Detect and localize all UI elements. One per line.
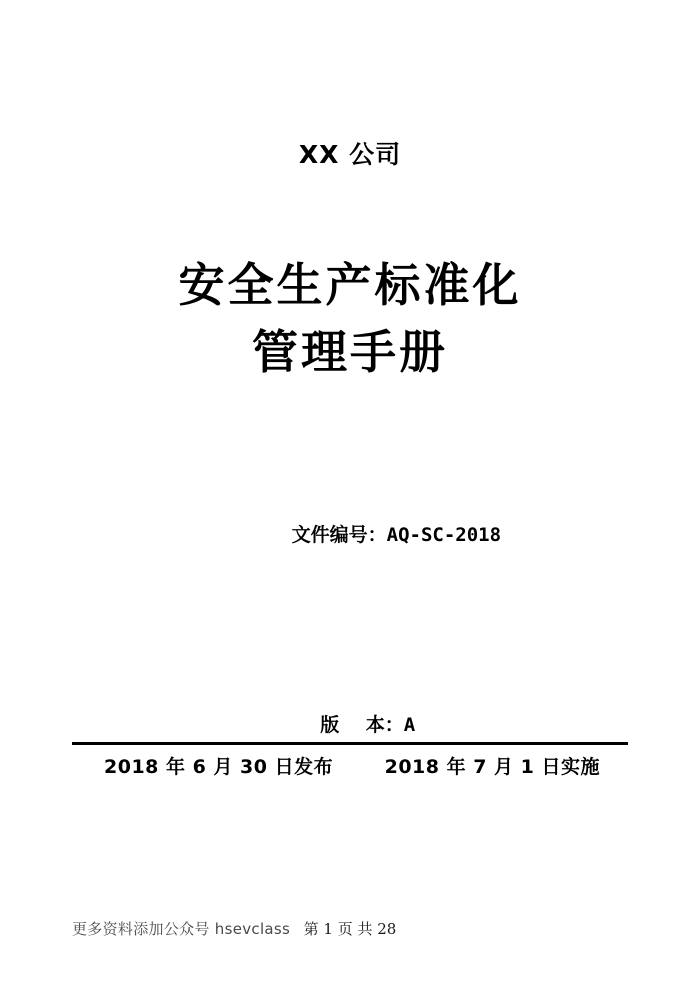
- doc-number-row: [0, 440, 700, 630]
- version-label: 版 本：: [320, 714, 404, 736]
- version-value: A: [403, 714, 416, 736]
- document-title-line-2: 管理手册: [252, 324, 448, 379]
- doc-number-label: 文件编号：: [291, 524, 387, 546]
- company-name: XX 公司: [298, 140, 402, 169]
- footer-divider: [72, 742, 628, 745]
- effective-date: 2018 年 7 月 1 日实施: [384, 755, 600, 778]
- footer-dates: [72, 748, 628, 782]
- issue-date: 2018 年 6 月 30 日发布: [104, 755, 334, 778]
- watermark-text: 更多资料添加公众号 hsevclass: [72, 920, 291, 938]
- document-title-line-1: 安全生产标准化: [178, 258, 522, 312]
- doc-number-inner: [239, 478, 501, 592]
- page-number: 第 1 页 共 28: [303, 920, 397, 938]
- doc-number-value: AQ-SC-2018: [386, 524, 502, 546]
- document-title: [0, 252, 700, 385]
- version-row: [0, 630, 700, 820]
